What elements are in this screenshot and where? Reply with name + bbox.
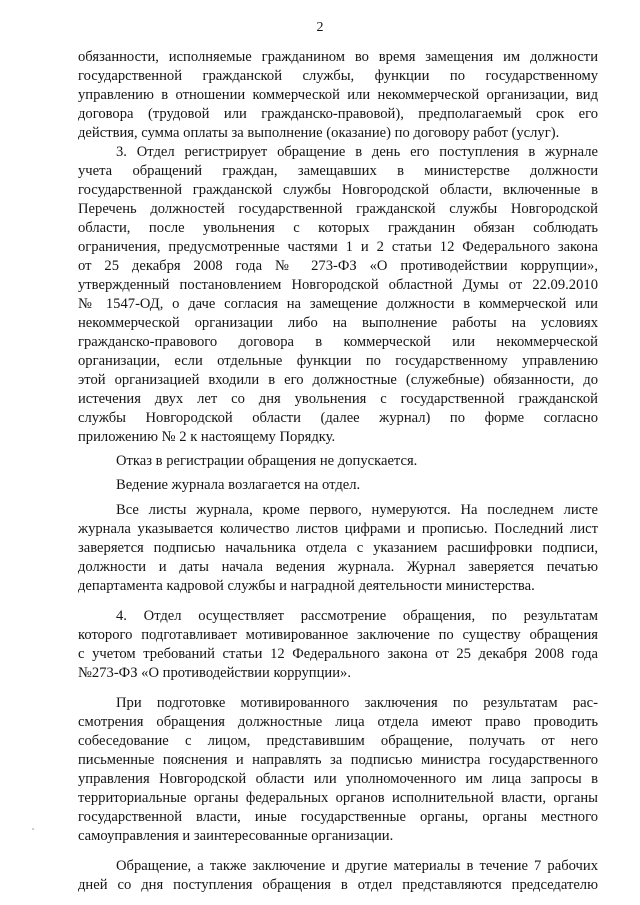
text-line: ограничения, предусмотренные частями 1 и 2 статьи 12 Федерального закона [78, 239, 598, 255]
text-line: Обращение, а также заключение и другие материалы в течение 7 рабочих [116, 858, 598, 874]
text-line: которого подготавливает мотивированное заключение по существу обращения [78, 627, 598, 643]
text-line: приложению № 2 к настоящему Порядку. [78, 429, 336, 445]
text-line: государственной власти, иные государственные органы, органы местного [78, 809, 598, 825]
text-line: Ведение журнала возлагается на отдел. [116, 477, 361, 493]
text-line: территориальные органы федеральных органов исполнительной власти, органы [78, 790, 598, 806]
text-line: организации, если отдельные функции по государственному управлению [78, 353, 598, 369]
paragraph-registration-refusal [78, 452, 598, 471]
paragraph-item-3 [78, 143, 598, 447]
text-line: действия, сумма оплаты за выполнение (оказание) по договору работ (услуг). [78, 125, 560, 141]
text-line: с учетом требований статьи 12 Федерального закона от 25 декабря 2008 года [78, 646, 598, 662]
paragraph-submission-deadline [78, 857, 598, 895]
text-line: № 1547-ОД, о даче согласия на замещение должности в коммерческой или [78, 296, 598, 312]
paragraph-journal-sheets [78, 501, 598, 596]
text-line: области, после увольнения с которых гражданин обязан соблюдать [78, 220, 598, 236]
document-body [78, 48, 598, 895]
text-line: №273-ФЗ «О противодействии коррупции». [78, 665, 351, 681]
text-line: государственной гражданской службы Новгородской области, включенные в [78, 182, 598, 198]
text-line: письменные пояснения и направлять за подписью министра государственного [78, 752, 598, 768]
text-line: 4. Отдел осуществляет рассмотрение обращения, по результатам [116, 608, 598, 624]
text-line: государственной гражданской службы, функции по государственному [78, 68, 598, 84]
scan-speck [32, 828, 34, 830]
text-line: журнала указывается количество листов цифрами и прописью. Последний лист [78, 521, 598, 537]
text-line: договора (трудовой или гражданско-правовой), предполагаемый срок его [78, 106, 598, 122]
text-line: утвержденный постановлением Новгородской областной Думы от 22.09.2010 [78, 277, 598, 293]
text-line: истечения двух лет со дня увольнения с государственной гражданской [78, 391, 598, 407]
text-line: дней со дня поступления обращения в отдел представляются председателю [78, 877, 598, 893]
page-number: 2 [316, 20, 324, 35]
text-line: от 25 декабря 2008 года № 273-ФЗ «О противодействии коррупции», [78, 258, 598, 274]
paragraph-motivated-conclusion [78, 694, 598, 846]
text-line: Все листы журнала, кроме первого, нумеруются. На последнем листе [116, 502, 598, 518]
paragraph-intro-continuation [78, 48, 598, 143]
text-line: гражданско-правового договора в коммерческой или некоммерческой [78, 334, 598, 350]
text-line: службы Новгородской области (далее журнал) по форме согласно [78, 410, 598, 426]
text-line: учета обращений граждан, замещавших в министерстве должности [78, 163, 598, 179]
text-line: 3. Отдел регистрирует обращение в день его поступления в журнале [116, 144, 598, 160]
text-line: собеседование с лицом, представившим обращение, получать от него [78, 733, 598, 749]
paragraph-item-4 [78, 607, 598, 683]
text-line: обязанности, исполняемые гражданином во время замещения им должности [78, 49, 598, 65]
text-line: При подготовке мотивированного заключения по результатам рас- [116, 695, 598, 711]
text-line: управлению в отношении коммерческой или некоммерческой организации, вид [78, 87, 598, 103]
text-line: некоммерческой организации либо на выполнение работы на условиях [78, 315, 598, 331]
text-line: должности и даты начала ведения журнала. Журнал заверяется печатью [78, 559, 598, 575]
text-line: Перечень должностей государственной гражданской службы Новгородской [78, 201, 598, 217]
text-line: заверяется подписью начальника отдела с указанием расшифровки подписи, [78, 540, 598, 556]
text-line: департамента кадровой службы и наградной деятельности министерства. [78, 578, 535, 594]
text-line: этой организацией входили в его должностные (служебные) обязанности, до [78, 372, 598, 388]
text-line: самоуправления и заинтересованные организации. [78, 828, 394, 844]
paragraph-journal-keeping [78, 476, 598, 495]
text-line: смотрения обращения должностные лица отдела имеют право проводить [78, 714, 598, 730]
text-line: Отказ в регистрации обращения не допускается. [116, 453, 418, 469]
text-line: управления Новгородской области или уполномоченного им лица запросы в [78, 771, 598, 787]
